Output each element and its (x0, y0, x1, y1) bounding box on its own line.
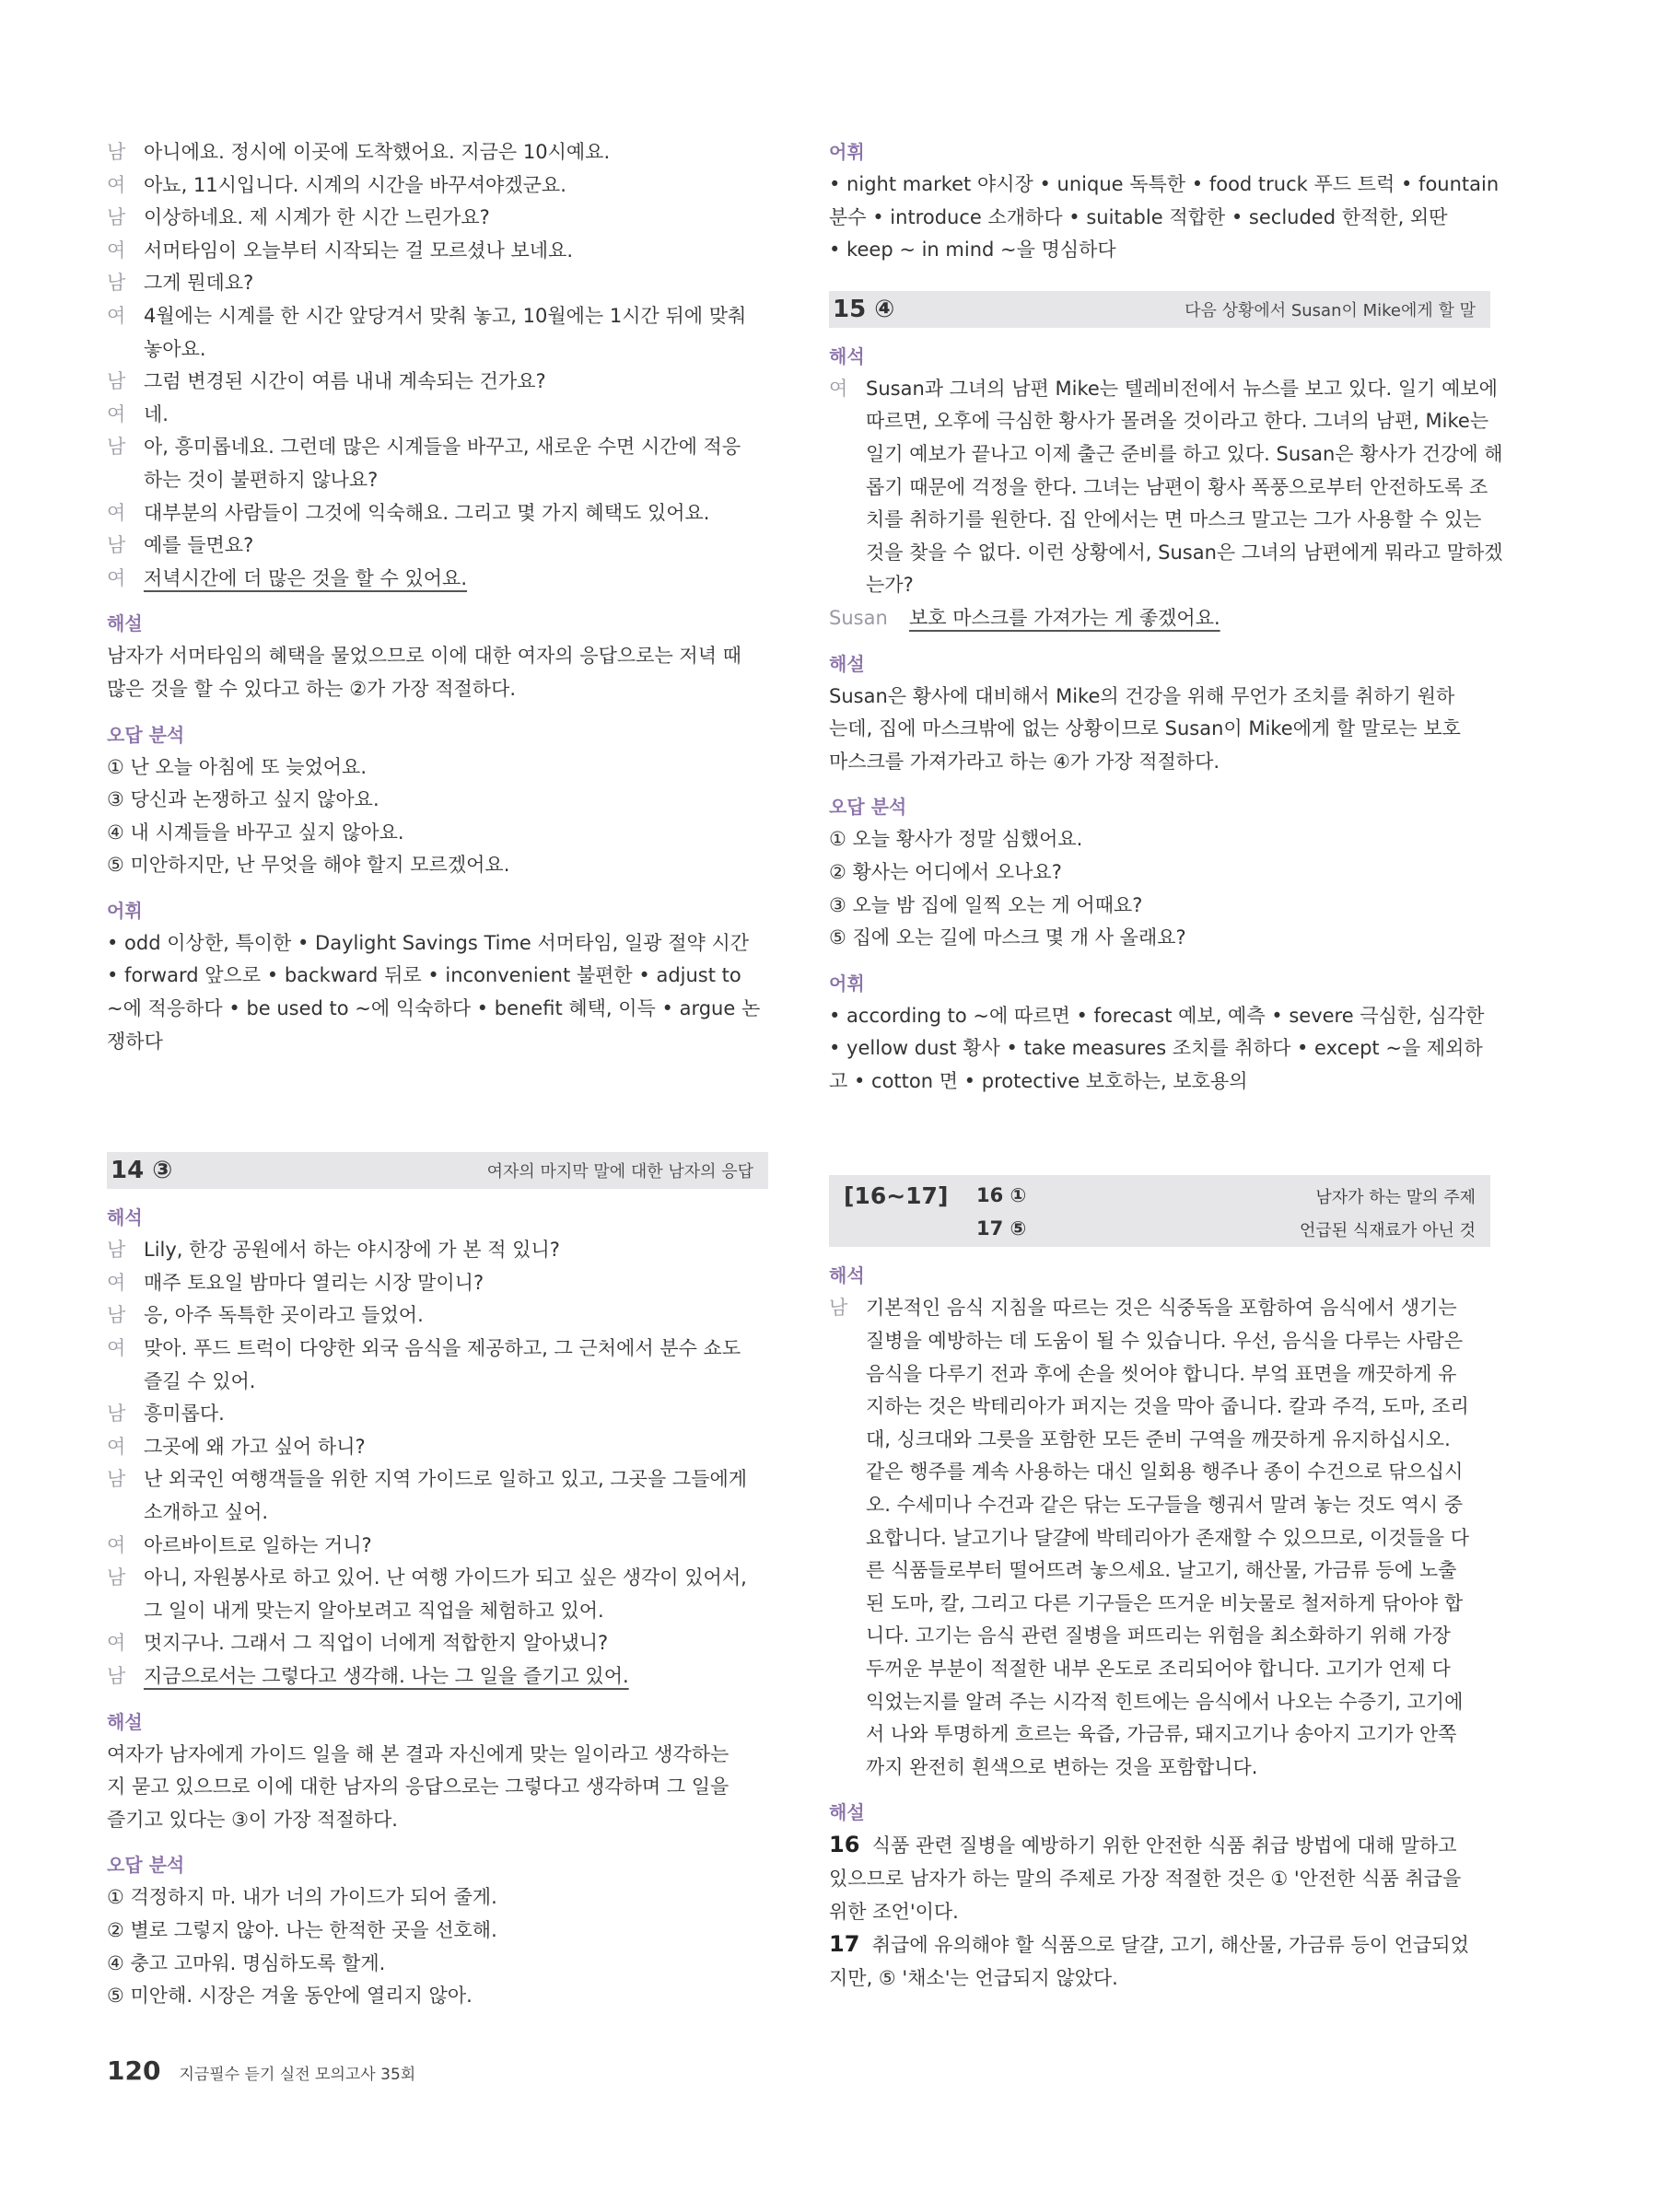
explanation-line: 마스크를 가져가라고 하는 ④가 가장 적절하다. (829, 750, 1220, 773)
vocabulary-line: 쟁하다 (107, 1030, 163, 1053)
dialog-line: 남 Lily, 한강 공원에서 하는 야시장에 가 본 적 있니? (107, 1239, 560, 1262)
question-number: 15 ④ (833, 295, 895, 323)
section-heading-vocabulary: 어휘 (829, 141, 865, 163)
speech-line: 음식을 다루기 전과 후에 손을 씻어야 합니다. 부엌 표면을 깨끗하게 유 (866, 1362, 1457, 1385)
explanation-line: 즐기고 있다는 ③이 가장 적절하다. (107, 1808, 398, 1831)
dialog-line: 여 맞아. 푸드 트럭이 다양한 외국 음식을 제공하고, 그 근처에서 분수 쇼도 (107, 1337, 741, 1360)
dialog-line: 놓아요. (144, 337, 206, 360)
situation-line: 따르면, 오후에 극심한 황사가 몰려올 것이라고 한다. 그녀의 남편, Mike는 (866, 410, 1489, 433)
question-caption: 여자의 마지막 말에 대한 남자의 응답 (486, 1162, 753, 1182)
question-15-header (829, 291, 1490, 328)
situation-line: 롭기 때문에 걱정을 한다. 그녀는 남편이 황사 폭풍으로부터 안전하도록 조 (866, 475, 1488, 498)
question-number: 14 ③ (111, 1157, 173, 1185)
dialog-line: 남 예를 들면요? (107, 534, 254, 557)
section-heading-explanation: 해설 (829, 652, 865, 675)
wrong-answer-item: ① 오늘 황사가 정말 심했어요. (829, 828, 1083, 851)
explanation-16-line: 위한 조언'이다. (829, 1900, 959, 1923)
dialog-line: 남 난 외국인 여행객들을 위한 지역 가이드로 일하고 있고, 그곳을 그들에게 (107, 1468, 748, 1491)
left-column (107, 136, 768, 2013)
section-heading-explanation: 해설 (107, 1710, 143, 1733)
speech-line: 지하는 것은 박테리아가 퍼지는 것을 막아 줍니다. 칼과 주걱, 도마, 조리 (866, 1395, 1469, 1418)
dialog-line: 그 일이 내게 맞는지 알아보려고 직업을 체험하고 있어. (144, 1599, 604, 1622)
explanation-16-line: 16 식품 관련 질병을 예방하기 위한 안전한 식품 취급 방법에 대해 말하고 (829, 1832, 1457, 1858)
dialog-line: 여 멋지구나. 그래서 그 직업이 너에게 적합한지 알아냈니? (107, 1632, 609, 1655)
explanation-line: Susan은 황사에 대비해서 Mike의 건강을 위해 무언가 조치를 취하기 원하 (829, 684, 1455, 707)
question-14-header (107, 1152, 768, 1189)
vocabulary-line: • keep ~ in mind ~을 명심하다 (829, 239, 1116, 262)
situation-line: 일기 예보가 끝나고 이제 출근 준비를 하고 있다. Susan은 황사가 건강에 해 (866, 442, 1503, 465)
section-heading-translation: 해석 (107, 1206, 143, 1229)
dialog-line: 여 4월에는 시계를 한 시간 앞당겨서 맞춰 놓고, 10월에는 1시간 뒤에 맞춰 (107, 304, 747, 327)
wrong-answer-item: ④ 내 시계들을 바꾸고 싶지 않아요. (107, 821, 404, 844)
speech-line: 니다. 고기는 음식 관련 질병을 퍼뜨리는 위험을 최소화하기 위해 가장 (866, 1624, 1451, 1647)
speech-line: 른 식품들로부터 떨어뜨려 놓으세요. 날고기, 해산물, 가금류 등에 노출 (866, 1559, 1457, 1582)
dialog-line: 여 아뇨, 11시입니다. 시계의 시간을 바꾸셔야겠군요. (107, 173, 566, 196)
dialog-line: 남 그럼 변경된 시간이 여름 내내 계속되는 건가요? (107, 370, 546, 393)
wrong-answer-item: ⑤ 미안해. 시장은 겨울 동안에 열리지 않아. (107, 1985, 473, 2008)
dialog-14 (107, 1234, 768, 1693)
section-heading-translation: 해석 (829, 344, 865, 367)
dialog-line: 남 이상하네요. 제 시계가 한 시간 느린가요? (107, 206, 490, 229)
wrong-answer-item: ⑤ 미안하지만, 난 무엇을 해야 할지 모르겠어요. (107, 854, 510, 877)
explanation-17-line: 17 취급에 유의해야 할 식품으로 달걀, 고기, 해산물, 가금류 등이 언급되었 (829, 1931, 1469, 1958)
dialog-line: 하는 것이 불편하지 않나요? (144, 468, 379, 491)
situation-line: 치를 취하기를 원한다. 집 안에서는 면 마스크 말고는 그가 사용할 수 있는 (866, 508, 1482, 531)
dialog-line-answer: 여 저녁시간에 더 많은 것을 할 수 있어요. (107, 566, 468, 589)
dialog-line: 여 매주 토요일 밤마다 열리는 시장 말이니? (107, 1271, 484, 1294)
section-heading-wrong-answers: 오답 분석 (829, 796, 907, 819)
dialog-line: 여 서머타임이 오늘부터 시작되는 걸 모르셨나 보네요. (107, 239, 574, 262)
explanation-line: 여자가 남자에게 가이드 일을 해 본 결과 자신에게 맞는 일이라고 생각하는 (107, 1742, 729, 1765)
wrong-answer-item: ⑤ 집에 오는 길에 마스크 몇 개 사 올래요? (829, 926, 1186, 949)
speech-line: 남 기본적인 음식 지침을 따르는 것은 식중독을 포함하여 음식에서 생기는 (829, 1297, 1457, 1320)
question-16-number: 16 ① (976, 1184, 1027, 1207)
speech-line: 요합니다. 날고기나 달걀에 박테리아가 존재할 수 있으므로, 이것들을 다 (866, 1526, 1470, 1549)
section-heading-vocabulary: 어휘 (107, 899, 143, 922)
vocabulary-line: 고 • cotton 면 • protective 보호하는, 보호용의 (829, 1069, 1248, 1092)
explanation-16-line: 있으므로 남자가 하는 말의 주제로 가장 적절한 것은 ① '안전한 식품 취급을 (829, 1867, 1462, 1890)
vocabulary-line: 분수 • introduce 소개하다 • suitable 적합한 • secluded 한적한, 외딴 (829, 205, 1448, 228)
section-heading-vocabulary: 어휘 (829, 972, 865, 995)
wrong-answer-item: ② 황사는 어디에서 오나요? (829, 860, 1062, 883)
situation-line: 여 Susan과 그녀의 남편 Mike는 텔레비전에서 뉴스를 보고 있다. 일기 예보에 (829, 377, 1498, 400)
dialog-line: 남 그게 뭔데요? (107, 272, 254, 295)
section-heading-wrong-answers: 오답 분석 (107, 1854, 185, 1877)
dialog-line: 남 아, 흥미롭네요. 그런데 많은 시계들을 바꾸고, 새로운 수면 시간에 적응 (107, 436, 741, 459)
explanation-17-line: 지만, ⑤ '채소'는 언급되지 않았다. (829, 1966, 1118, 1989)
speech-line: 같은 행주를 계속 사용하는 대신 일회용 행주나 종이 수건으로 닦으십시 (866, 1461, 1464, 1484)
dialog-line-answer: 남 지금으로서는 그렇다고 생각해. 나는 그 일을 즐기고 있어. (107, 1664, 629, 1687)
explanation-line: 남자가 서머타임의 혜택을 물었으므로 이에 대한 여자의 응답으로는 저녁 때 (107, 645, 741, 668)
speech-line: 질병을 예방하는 데 도움이 될 수 있습니다. 우선, 음식을 다루는 사람은 (866, 1330, 1464, 1353)
dialog-line: 여 대부분의 사람들이 그것에 익숙해요. 그리고 몇 가지 혜택도 있어요. (107, 501, 710, 524)
situation-line: 것을 찾을 수 없다. 이런 상황에서, Susan은 그녀의 남편에게 뭐라고 말하겠 (866, 541, 1503, 564)
vocabulary-line: • according to ~에 따르면 • forecast 예보, 예측 • severe 극심한, 심각한 (829, 1004, 1485, 1027)
explanation-line: 는데, 집에 마스크밖에 없는 상황이므로 Susan이 Mike에게 할 말로는 보호 (829, 717, 1461, 740)
dialog-line: 남 아니, 자원봉사로 하고 있어. 난 여행 가이드가 되고 싶은 생각이 있어서, (107, 1566, 747, 1589)
speech-line: 대, 싱크대와 그릇을 포함한 모든 준비 구역을 깨끗하게 유지하십시오. (866, 1427, 1451, 1450)
speech-line: 까지 완전히 흰색으로 변하는 것을 포함합니다. (866, 1755, 1258, 1778)
wrong-answer-item: ③ 당신과 논쟁하고 싶지 않아요. (107, 788, 379, 811)
page-footer (107, 2055, 415, 2086)
dialog-line: 즐길 수 있어. (144, 1369, 256, 1392)
susan-answer-line: Susan 보호 마스크를 가져가는 게 좋겠어요. (829, 606, 1220, 629)
dialog-line: 소개하고 싶어. (144, 1501, 269, 1523)
explanation-line: 많은 것을 할 수 있다고 하는 ②가 가장 적절하다. (107, 677, 517, 700)
wrong-answer-item: ③ 오늘 밤 집에 일찍 오는 게 어때요? (829, 893, 1143, 916)
section-heading-explanation: 해설 (829, 1801, 865, 1824)
vocabulary-line: • forward 앞으로 • backward 뒤로 • inconvenient 불편한 • adjust to (107, 964, 741, 987)
right-column (829, 136, 1503, 1995)
speech-line: 된 도마, 칼, 그리고 다른 기구들은 뜨거운 비눗물로 철저하게 닦아야 합 (866, 1591, 1464, 1614)
question-17-caption: 언급된 식재료가 아닌 것 (1299, 1221, 1476, 1241)
wrong-answer-item: ④ 충고 고마워. 명심하도록 할게. (107, 1951, 386, 1974)
book-title: 지금필수 듣기 실전 모의고사 35회 (179, 2066, 416, 2084)
explanation-line: 지 묻고 있으므로 이에 대한 남자의 응답으로는 그렇다고 생각하며 그 일을 (107, 1775, 729, 1799)
question-caption: 다음 상황에서 Susan이 Mike에게 할 말 (1185, 300, 1476, 320)
vocabulary-line: • night market 야시장 • unique 독특한 • food truck 푸드 트럭 • fountain (829, 173, 1500, 195)
vocabulary-line: • yellow dust 황사 • take measures 조치를 취하다 • except ~을 제외하 (829, 1037, 1483, 1060)
dialog-line: 여 그곳에 왜 가고 싶어 하니? (107, 1435, 366, 1458)
question-range: [16~17] (844, 1182, 949, 1210)
section-heading-wrong-answers: 오답 분석 (107, 723, 185, 746)
section-heading-explanation: 해설 (107, 612, 143, 635)
dialog-13 (107, 136, 768, 595)
question-16-17-header (829, 1175, 1490, 1247)
speech-line: 익었는지를 알려 주는 시각적 힌트에는 음식에서 나오는 수증기, 고기에 (866, 1690, 1464, 1713)
speech-line: 두꺼운 부분이 적절한 내부 온도로 조리되어야 합니다. 고기가 언제 다 (866, 1658, 1451, 1680)
speech-line: 서 나와 투명하게 흐르는 육즙, 가금류, 돼지고기나 송아지 고기가 안쪽 (866, 1723, 1457, 1746)
dialog-line: 남 아니에요. 정시에 이곳에 도착했어요. 지금은 10시예요. (107, 141, 611, 163)
dialog-line: 여 아르바이트로 일하는 거니? (107, 1533, 372, 1556)
question-17-number: 17 ⑤ (976, 1217, 1027, 1240)
wrong-answer-item: ② 별로 그렇지 않아. 나는 한적한 곳을 선호해. (107, 1918, 497, 1941)
wrong-answer-item: ① 난 오늘 아침에 또 늦었어요. (107, 755, 368, 778)
dialog-line: 남 응, 아주 독특한 곳이라고 들었어. (107, 1304, 424, 1327)
vocabulary-line: • odd 이상한, 특이한 • Daylight Savings Time 서머타임, 일광 절약 시간 (107, 931, 750, 954)
question-16-caption: 남자가 하는 말의 주제 (1315, 1188, 1476, 1208)
dialog-line: 남 흥미롭다. (107, 1403, 225, 1426)
vocabulary-line: ~에 적응하다 • be used to ~에 익숙하다 • benefit 혜택, 이득 • argue 논 (107, 997, 761, 1020)
wrong-answer-item: ① 걱정하지 마. 내가 너의 가이드가 되어 줄게. (107, 1886, 497, 1909)
section-heading-translation: 해석 (829, 1264, 865, 1287)
speech-line: 오. 수세미나 수건과 같은 닦는 도구들을 헹궈서 말려 놓는 것도 역시 중 (866, 1494, 1464, 1517)
situation-line: 는가? (866, 574, 914, 597)
dialog-line: 여 네. (107, 402, 169, 425)
page-number: 120 (107, 2055, 161, 2086)
